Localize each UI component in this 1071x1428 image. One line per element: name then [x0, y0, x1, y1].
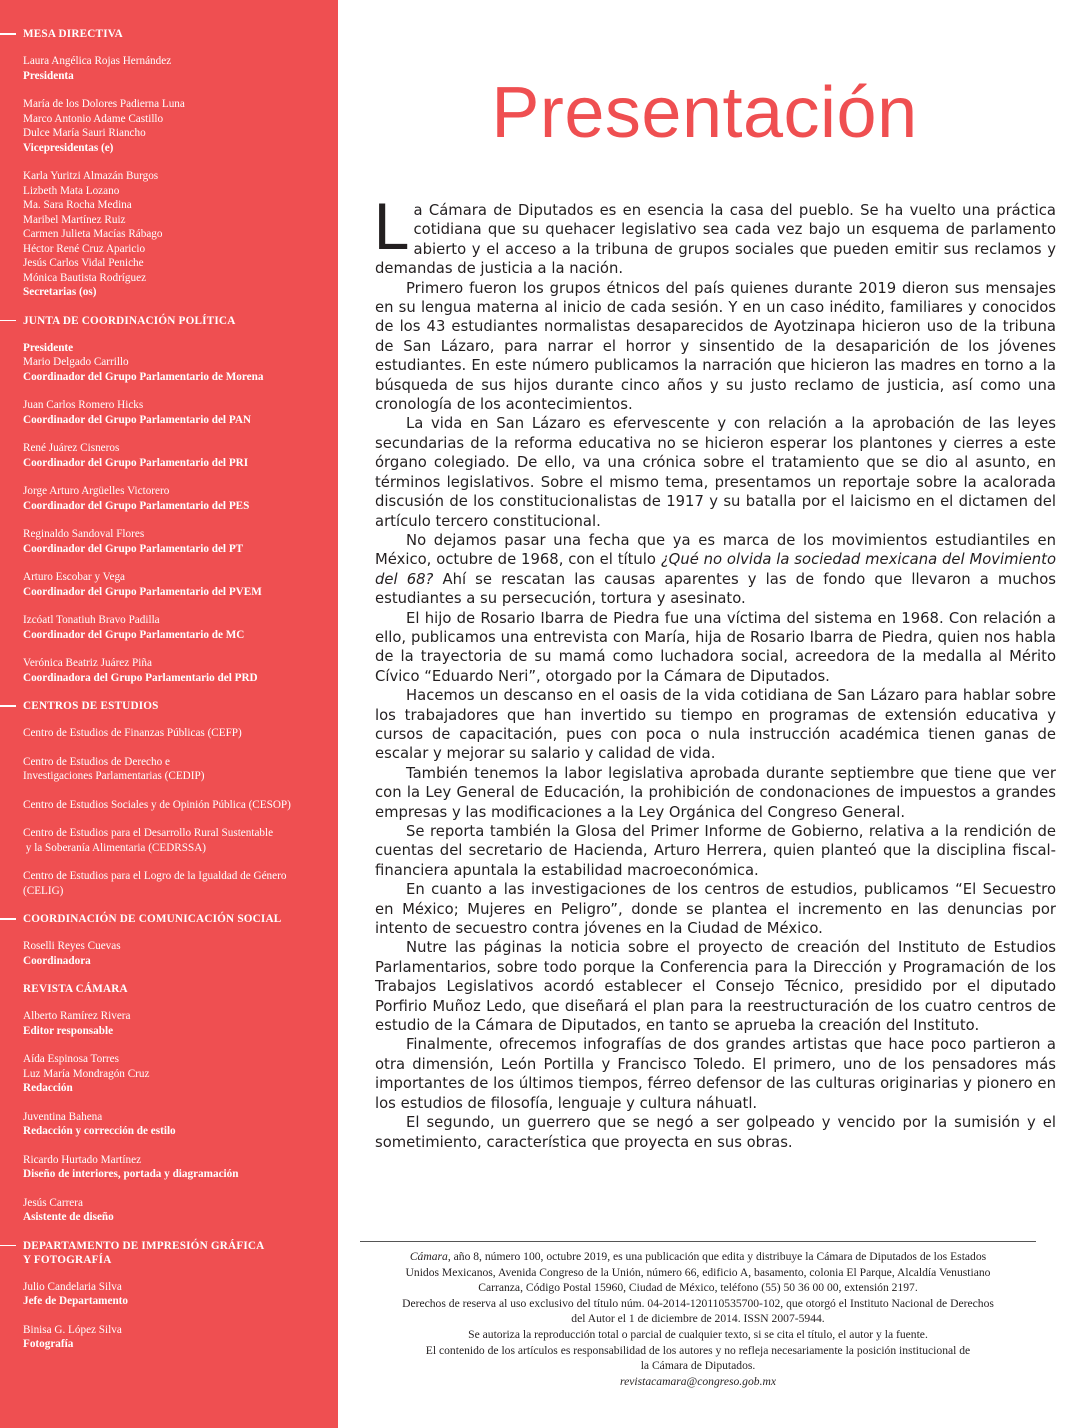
paragraph: La Cámara de Diputados es en esencia la casa del pueblo. Se ha vuelto una práctica cotidiana que su quehacer legislativo sea cada vez bajo un esquema de parlamento abierto y el acceso a la tribuna de grupos sociales que pueden emitir sus reclamos y demandas de justicia a la nación. — [373, 191, 1056, 278]
person-name: Roselli Reyes Cuevas — [23, 940, 121, 952]
role-label: Presidente — [23, 341, 74, 354]
role-label: Presidenta — [23, 69, 74, 82]
person-name: Reginaldo Sandoval Flores — [23, 528, 145, 540]
paragraph: También tenemos la labor legislativa aprobada durante septiembre que tiene que ver con la Ley General de Educación, la prohibición de condonaciones de impuestos a grandes empresas y las modificaciones a la Ley Orgánica del Congreso General. — [375, 764, 1056, 821]
paragraph: El hijo de Rosario Ibarra de Piedra fue una víctima del sistema en 1968. Con relación a ello, publicamos una entrevista con María, hija de Rosario Ibarra de Piedra, quien nos habla de la trayectoria de su mamá como luchadora social, acreedora de la medalla al Mérito Cívico “Eduardo Neri”, otorgado por la Cámara de Diputados. — [375, 609, 1056, 685]
page-title: Presentación — [491, 73, 918, 153]
revista-entry — [23, 1153, 338, 1182]
role-label: Coordinadora — [23, 954, 91, 967]
revista-entry — [23, 1009, 338, 1038]
person-name: Maribel Martínez Ruiz — [23, 213, 126, 226]
role-label: Coordinador del Grupo Parlamentario del PRI — [23, 456, 249, 469]
paragraph: No dejamos pasar una fecha que ya es marca de los movimientos estudiantiles en México, octubre de 1968, con el título ¿Qué no olvida la sociedad mexicana del Movimiento del 68? Ahí se rescatan las causas aparentes y las de fondo que llevaron a muchos estudiantes a su persecución, tortura y asesinato. — [375, 531, 1056, 608]
italic-title: ¿Qué no olvida la sociedad mexicana del Movimiento del 68? — [375, 551, 1056, 588]
person-name: Jesús Carlos Vidal Peniche — [23, 257, 144, 269]
secretarias-group — [23, 169, 338, 300]
junta-coordinacion-section — [0, 314, 338, 686]
paragraph: La vida en San Lázaro es efervescente y con relación a la aprobación de las leyes secundarias de la reforma educativa no se hicieron esperar los plantones y cierres a este órgano colegiado. De ello, va una crónica sobre el tratamiento que se dio al asunto, en términos legislativos. Sobre el mismo tema, presentamos un reportaje sobre la acalorada discusión de los constitucionalistas de 1917 y su batalla por el laicismo en el dictamen del artículo tercero constitucional. — [375, 415, 1056, 530]
person-name: Arturo Escobar y Vega — [23, 571, 126, 583]
centro-item: Centro de Estudios de Derecho e Investigaciones Parlamentarias (CEDIP) — [23, 755, 205, 782]
jucopo-presidente-group — [23, 341, 338, 385]
comunicacion-social-section — [0, 912, 338, 968]
role-label: Coordinador del Grupo Parlamentario del PT — [23, 542, 244, 555]
person-name: Alberto Ramírez Rivera — [23, 1010, 131, 1022]
revista-camara-section — [0, 982, 338, 1225]
paragraph: Finalmente, ofrecemos infografías de dos grandes artistas que hace poco partieron a otra dimensión, León Portilla y Francisco Toledo. El primero, uno de los pensadores más importantes de los últimos tiempos, férreo defensor de las culturas originarias y pionero en los estudios de filosofía, lenguaje y cultura náhuatl. — [375, 1036, 1056, 1112]
person-name: René Juárez Cisneros — [23, 442, 120, 454]
centros-estudios-section — [0, 699, 338, 898]
section-heading-centros: CENTROS DE ESTUDIOS — [23, 699, 338, 713]
jucopo-entry — [23, 484, 338, 513]
mesa-directiva-section — [0, 27, 338, 300]
centro-item: Centro de Estudios para el Logro de la Igualdad de Género (CELIG) — [23, 870, 287, 897]
jucopo-entry — [23, 570, 338, 599]
presidenta-group — [23, 54, 338, 83]
section-heading-revista: REVISTA CÁMARA — [23, 983, 128, 995]
masthead-sidebar — [0, 0, 338, 1428]
colophon: Cámara, año 8, número 100, octubre 2019, es una publicación que edita y distribuye la Cámara de Diputados de los Estados Unidos Mexicanos, Avenida Congreso de la Unión, número 66, edificio A, basamento, colonia El Parque, Alcaldía Venustiano Carranza, Código Postal 15960, Ciudad de México, teléfono (55) 50 36 00 00, extensión 2197. Derechos de reserva al uso exclusivo del título núm. 04-2014-120110535700-102, que otorgó el Instituto Nacional de Derechos del Autor el 1 de diciembre de 2014. ISSN 2007-5944. Se autoriza la reproducción total o parcial de cualquier texto, si se cita el título, el autor y la fuente. El contenido de los artículos es responsabilidad de los autores y no refleja necesariamente la posición institucional de la Cámara de Diputados. revistacamara@congreso.gob.mx — [360, 1241, 1036, 1389]
centro-item: Centro de Estudios Sociales y de Opinión Pública (CESOP) — [23, 798, 291, 811]
role-label: Coordinador del Grupo Parlamentario de Morena — [23, 370, 264, 383]
jucopo-entry — [23, 656, 338, 685]
person-name: Jorge Arturo Argüelles Victorero — [23, 485, 170, 497]
article-body — [373, 191, 1056, 1152]
impresion-grafica-section — [0, 1239, 338, 1352]
jucopo-entry — [23, 441, 338, 470]
role-label: Secretarias (os) — [23, 286, 97, 298]
impresion-entry — [23, 1280, 338, 1309]
person-name: Aída Espinosa Torres — [23, 1053, 119, 1065]
role-label: Coordinador del Grupo Parlamentario del PES — [23, 499, 250, 512]
comunicacion-entry — [23, 939, 338, 968]
role-label: Coordinador del Grupo Parlamentario del PAN — [23, 413, 251, 426]
revista-entry — [23, 1052, 338, 1096]
person-name: Ricardo Hurtado Martínez — [23, 1153, 142, 1166]
jucopo-entry — [23, 398, 338, 427]
role-label: Coordinadora del Grupo Parlamentario del PRD — [23, 671, 258, 684]
person-name: Lizbeth Mata Lozano — [23, 184, 120, 197]
person-name: Karla Yuritzi Almazán Burgos — [23, 170, 159, 182]
person-name: María de los Dolores Padierna Luna — [23, 98, 185, 110]
role-label: Diseño de interiores, portada y diagramación — [23, 1168, 239, 1180]
person-name: Carmen Julieta Macías Rábago — [23, 228, 163, 240]
role-label: Vicepresidentas (e) — [23, 141, 114, 154]
paragraph: Nutre las páginas la noticia sobre el proyecto de creación del Instituto de Estudios Parlamentarios, sobre todo porque la Conferencia para la Dirección y Programación de los Trabajos Legislativos acordó establecer el Consejo Técnico, presidido por el diputado Porfirio Muñoz Ledo, que diseñará el plan para la reestructuración de los cuatro centros de estudio de la Cámara de Diputados, en tanto se aprueba la creación del Instituto. — [375, 939, 1056, 1035]
person-name: Dulce María Sauri Riancho — [23, 127, 146, 139]
section-heading-impresion: DEPARTAMENTO DE IMPRESIÓN GRÁFICA Y FOTOGRAFÍA — [23, 1239, 338, 1267]
role-label: Fotografía — [23, 1338, 74, 1350]
paragraph: El segundo, un guerrero que se negó a ser golpeado y vencido por la sumisión y el sometimiento, característica que proyecta en sus obras. — [375, 1114, 1056, 1151]
paragraph: Se reporta también la Glosa del Primer Informe de Gobierno, relativa a la rendición de cuentas del secretario de Hacienda, Arturo Herrera, quien planteó que la disciplina fiscal-financiera apuntala la estabilidad macroeconómica. — [375, 823, 1056, 879]
person-name: Marco Antonio Adame Castillo — [23, 112, 164, 125]
main-content — [338, 0, 1071, 1428]
revista-entry — [23, 1110, 338, 1139]
role-label: Redacción — [23, 1082, 73, 1094]
role-label: Redacción y corrección de estilo — [23, 1125, 176, 1137]
person-name: Laura Angélica Rojas Hernández — [23, 55, 172, 67]
person-name: Juventina Bahena — [23, 1110, 103, 1123]
person-name: Héctor René Cruz Aparicio — [23, 242, 146, 255]
jucopo-entry — [23, 527, 338, 556]
person-name: Juan Carlos Romero Hicks — [23, 399, 144, 411]
section-heading-comunicacion: COORDINACIÓN DE COMUNICACIÓN SOCIAL — [23, 912, 338, 926]
person-name: Verónica Beatriz Juárez Piña — [23, 657, 152, 669]
role-label: Coordinador del Grupo Parlamentario del PVEM — [23, 585, 262, 598]
drop-cap: L — [373, 191, 408, 264]
role-label: Jefe de Departamento — [23, 1295, 129, 1307]
revista-entry — [23, 1196, 338, 1225]
person-name: Ma. Sara Rocha Medina — [23, 199, 132, 211]
paragraph: Hacemos un descanso en el oasis de la vida cotidiana de San Lázaro para hablar sobre los trabajadores que han invertido su tiempo en programas de extensión educativa y cursos de capacitación, pues con poca o nula instrucción académica tienen ganas de escalar y mejorar su salario y calidad de vida. — [375, 687, 1056, 763]
person-name: Izcóatl Tonatiuh Bravo Padilla — [23, 614, 160, 626]
impresion-entry — [23, 1323, 338, 1352]
paragraph: En cuanto a las investigaciones de los centros de estudios, publicamos “El Secuestro en México; Mujeres en Peligro”, donde se plantea el incremento en las denuncias por intento de secuestro contra jóvenes en la Ciudad de México. — [375, 881, 1056, 938]
person-name: Mario Delgado Carrillo — [23, 356, 129, 368]
person-name: Binisa G. López Silva — [23, 1323, 122, 1336]
section-heading-jucopo: JUNTA DE COORDINACIÓN POLÍTICA — [23, 314, 338, 328]
centro-item: Centro de Estudios de Finanzas Públicas (CEFP) — [23, 727, 242, 739]
person-name: Luz María Mondragón Cruz — [23, 1067, 150, 1080]
role-label: Coordinador del Grupo Parlamentario de MC — [23, 628, 245, 641]
paragraph: Primero fueron los grupos étnicos del país quienes durante 2019 dieron sus mensajes en su lengua materna al inicio de cada sesión. Y en un caso inédito, familiares y conocidos de los 43 estudiantes normalistas desaparecidos de Ayotzinapa hicieron uso de la tribuna de San Lázaro, para narrar el horror y sinsentido de la desaparición de los jóvenes estudiantes. En este número publicamos la narración que hicieron las madres en torno a la búsqueda de sus hijos durante cinco años y su justo reclamo de justicia, así como una cronología de los acontecimientos. — [375, 279, 1056, 414]
person-name: Mónica Bautista Rodríguez — [23, 271, 147, 284]
person-name: Jesús Carrera — [23, 1196, 83, 1209]
contact-email[interactable]: revistacamara@congreso.gob.mx — [620, 1374, 776, 1388]
jucopo-entry — [23, 613, 338, 642]
person-name: Julio Candelaria Silva — [23, 1280, 122, 1293]
role-label: Editor responsable — [23, 1024, 114, 1037]
vicepresidentas-group — [23, 97, 338, 155]
section-heading-mesa: MESA DIRECTIVA — [23, 27, 338, 41]
centro-item: Centro de Estudios para el Desarrollo Rural Sustentable y la Soberanía Alimentaria (CEDRSSA) — [23, 827, 274, 854]
role-label: Asistente de diseño — [23, 1211, 114, 1223]
